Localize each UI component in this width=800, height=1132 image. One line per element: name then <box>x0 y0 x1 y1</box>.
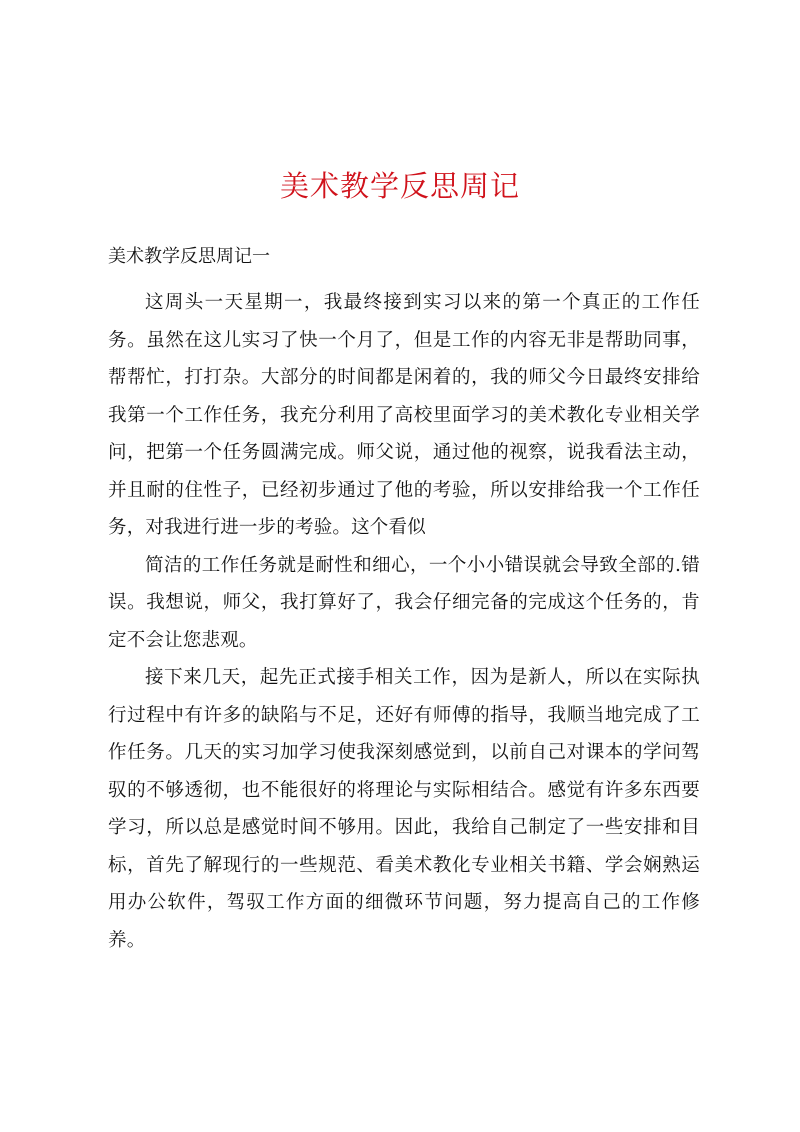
paragraph-1: 这周头一天星期一，我最终接到实习以来的第一个真正的工作任务。虽然在这儿实习了快一个月了，但是工作的内容无非是帮助同事，帮帮忙，打打杂。大部分的时间都是闲着的，我的师父今日最终安排给我第一个工作任务，我充分利用了高校里面学习的美术教化专业相关学问，把第一个任务圆满完成。师父说，通过他的视察，说我看法主动，并且耐的住性子，已经初步通过了他的考验，所以安排给我一个工作任务，对我进行进一步的考验。这个看似 <box>108 292 700 538</box>
document-title: 美术教学反思周记 <box>279 169 520 203</box>
paragraph-3: 接下来几天，起先正式接手相关工作，因为是新人，所以在实际执行过程中有许多的缺陷与不足，还好有师傅的指导，我顺当地完成了工作任务。几天的实习加学习使我深刻感觉到，以前自己对课本的学问驾驭的不够透彻，也不能很好的将理论与实际相结合。感觉有许多东西要学习，所以总是感觉时间不够用。因此，我给自己制定了一些安排和目标，首先了解现行的一些规范、看美术教化专业相关书籍、学会娴熟运用办公软件，驾驭工作方面的细微环节问题，努力提高自己的工作修养。 <box>108 667 700 951</box>
paragraph-2: 简洁的工作任务就是耐性和细心，一个小小错误就会导致全部的.错误。我想说，师父，我打算好了，我会仔细完备的完成这个任务的，肯定不会让您悲观。 <box>108 554 700 651</box>
section-heading: 美术教学反思周记一 <box>108 246 270 267</box>
document-body <box>108 284 700 959</box>
